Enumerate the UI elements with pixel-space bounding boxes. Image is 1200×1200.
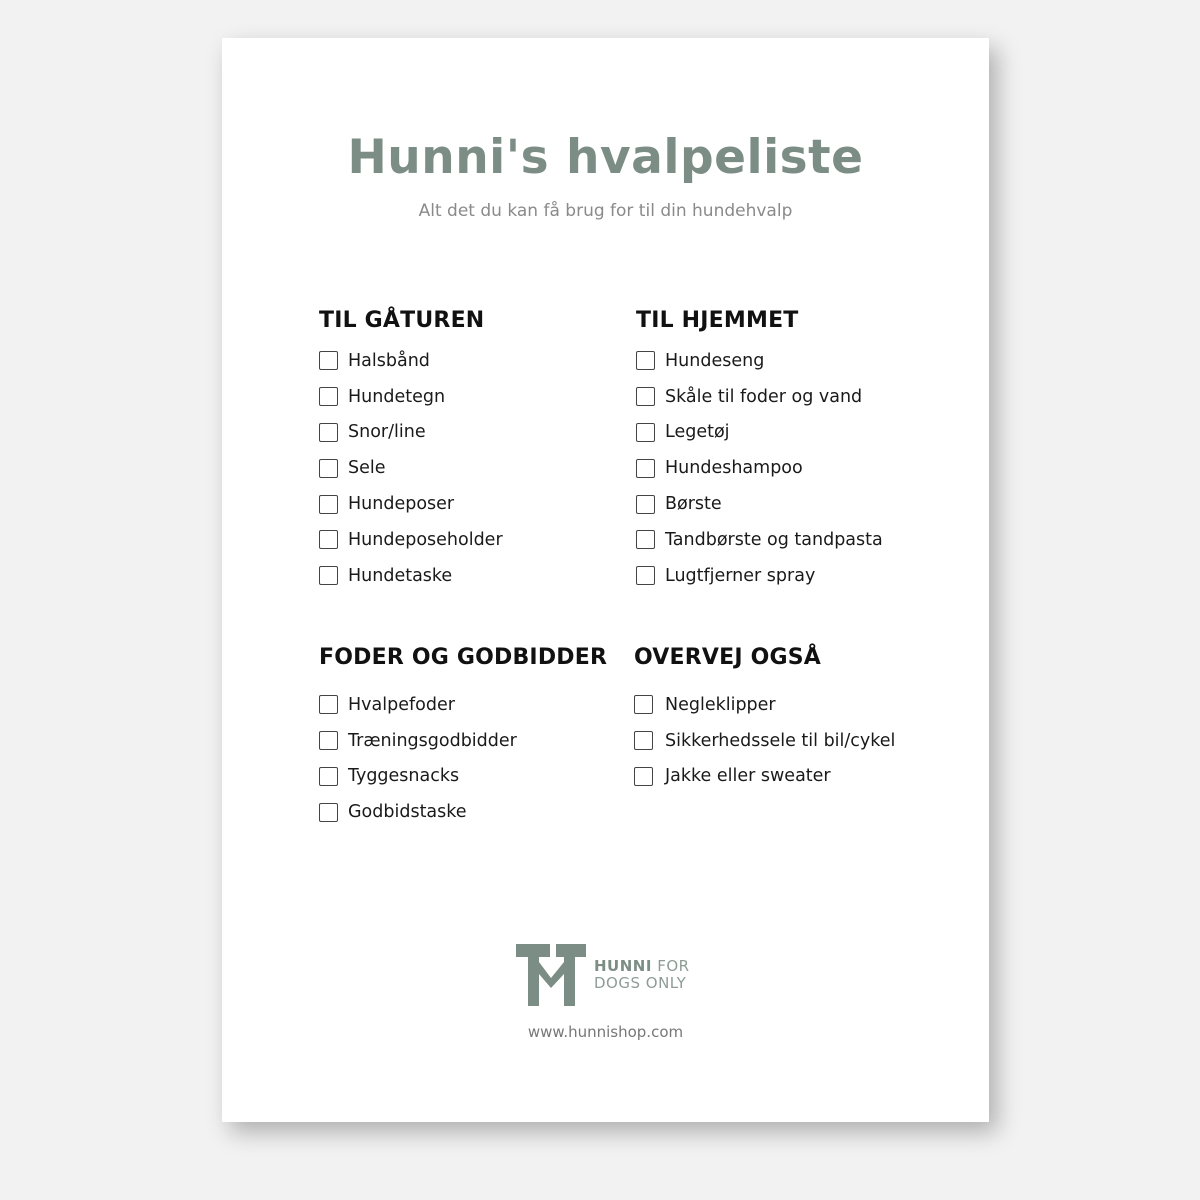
checkbox[interactable] [636, 566, 655, 585]
checklist-item-label: Negleklipper [665, 694, 776, 715]
checklist-item-label: Hundetaske [348, 565, 453, 586]
checklist-item [634, 759, 895, 795]
checkbox[interactable] [319, 351, 338, 370]
logo-tagline-2: DOGS ONLY [594, 974, 687, 992]
checklist-item-label: Hvalpefoder [348, 694, 455, 715]
checklist-item [319, 343, 503, 379]
checklist-item [319, 723, 607, 759]
section-heading: FODER OG GODBIDDER [319, 645, 608, 670]
checkbox[interactable] [319, 731, 338, 750]
checkbox[interactable] [319, 530, 338, 549]
checklist-item [319, 450, 503, 486]
section-heading: OVERVEJ OGSÅ [634, 645, 822, 670]
checklist-item-label: Hundeposer [348, 494, 455, 515]
checkbox[interactable] [636, 530, 655, 549]
section-foder-og-godbidder [319, 645, 607, 830]
section-til-gaaturen [319, 308, 503, 594]
checklist-item [319, 522, 503, 558]
section-heading: TIL GÅTUREN [319, 308, 485, 333]
checkbox[interactable] [634, 695, 653, 714]
checklist-item-label: Jakke eller sweater [665, 766, 831, 787]
checklist-item-label: Træningsgodbidder [348, 730, 517, 751]
checklist-item [636, 450, 883, 486]
checklist [319, 343, 503, 594]
checklist-item-label: Legetøj [665, 422, 730, 443]
hunni-monogram-icon [516, 944, 586, 1006]
checklist-item-label: Hundeseng [665, 350, 765, 371]
website-url: www.hunnishop.com [527, 1023, 684, 1041]
checkbox[interactable] [319, 767, 338, 786]
checklist-sheet [222, 38, 989, 1122]
checklist-item-label: Tandbørste og tandpasta [665, 529, 883, 550]
checklist-item [319, 558, 503, 594]
checkbox[interactable] [319, 423, 338, 442]
section-heading: TIL HJEMMET [636, 308, 799, 333]
checkbox[interactable] [634, 767, 653, 786]
logo-brand: HUNNI [594, 957, 652, 975]
checklist-item [319, 379, 503, 415]
checkbox[interactable] [636, 459, 655, 478]
checklist-item [636, 415, 883, 451]
checklist-item [636, 486, 883, 522]
page-title: Hunni's hvalpeliste [347, 130, 864, 185]
section-overvej-ogsaa [634, 645, 895, 794]
checkbox[interactable] [319, 495, 338, 514]
checkbox[interactable] [319, 566, 338, 585]
checklist-item-label: Tyggesnacks [348, 766, 460, 787]
checklist-item-label: Lugtfjerner spray [665, 565, 816, 586]
checkbox[interactable] [319, 387, 338, 406]
checklist-item-label: Hundeposeholder [348, 529, 503, 550]
checklist-item-label: Børste [665, 494, 722, 515]
checklist-item [636, 343, 883, 379]
checklist-item [319, 794, 607, 830]
checklist [319, 687, 607, 830]
checkbox[interactable] [319, 695, 338, 714]
checkbox[interactable] [636, 387, 655, 406]
checklist-item [319, 486, 503, 522]
checklist-item [319, 415, 503, 451]
logo-tagline-1: FOR [657, 957, 690, 975]
checklist-item [636, 379, 883, 415]
checklist-item [636, 558, 883, 594]
checklist-item [634, 723, 895, 759]
checklist-item-label: Skåle til foder og vand [665, 386, 863, 407]
checklist-item-label: Snor/line [348, 422, 426, 443]
checklist-item-label: Sikkerhedssele til bil/cykel [665, 730, 896, 751]
checklist-item [319, 687, 607, 723]
checklist-item-label: Halsbånd [348, 350, 430, 371]
checklist-item [319, 759, 607, 795]
page-subtitle: Alt det du kan få brug for til din hundehvalp [418, 201, 793, 221]
checklist-item-label: Hundetegn [348, 386, 446, 407]
checkbox[interactable] [636, 423, 655, 442]
section-til-hjemmet [636, 308, 883, 594]
checklist-item [636, 522, 883, 558]
checklist [636, 343, 883, 594]
checklist-item [634, 687, 895, 723]
logo-wordmark [594, 958, 690, 992]
checkbox[interactable] [636, 351, 655, 370]
checkbox[interactable] [634, 731, 653, 750]
hunni-logo [516, 944, 690, 1006]
checklist-item-label: Sele [348, 458, 386, 479]
checklist-item-label: Hundeshampoo [665, 458, 803, 479]
checklist-item-label: Godbidstaske [348, 802, 467, 823]
checklist [634, 687, 895, 794]
checkbox[interactable] [319, 803, 338, 822]
checkbox[interactable] [319, 459, 338, 478]
checkbox[interactable] [636, 495, 655, 514]
